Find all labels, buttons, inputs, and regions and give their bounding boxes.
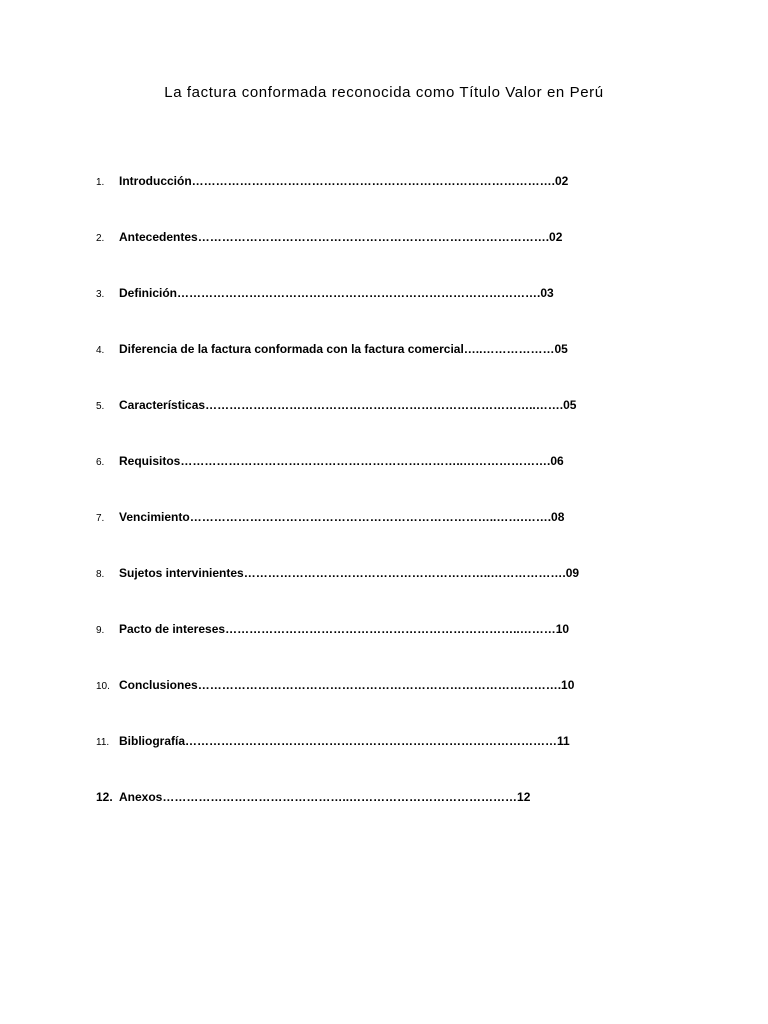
toc-item-dots: …………………………………………………………………..…….…… [189, 510, 548, 524]
toc-item-dots: ………………………………………………………………………………… [185, 734, 558, 748]
toc-item-pacto [96, 620, 569, 638]
toc-item-label: Diferencia de la factura conformada con la factura comercial [119, 342, 464, 356]
toc-item-vencimiento [96, 508, 564, 526]
toc-item-antecedentes [96, 228, 562, 246]
toc-item-number: 3. [96, 289, 105, 300]
toc-item-dots: ……………………………………………………..………………. [243, 566, 566, 580]
toc-item-number: 9. [96, 625, 105, 636]
toc-item-label: Sujetos intervinientes [119, 566, 244, 580]
toc-item-number: 5. [96, 401, 105, 412]
toc-item-page: .05 [559, 398, 577, 412]
toc-item-page: 09 [565, 566, 580, 580]
toc-item-dots: ………………………………………………………………………..…… [205, 398, 560, 412]
toc-item-label: Anexos [119, 790, 163, 804]
toc-item-dots: ………………………………………………………………..……… [225, 622, 556, 636]
toc-item-dots: ………………………………………………………………………………. [197, 678, 562, 692]
toc-item-label: Definición [119, 286, 178, 300]
toc-item-label: Pacto de intereses [119, 622, 226, 636]
toc-item-label: Características [119, 398, 206, 412]
toc-item-label: Bibliografía [119, 734, 186, 748]
toc-item-number: 12. [96, 790, 113, 804]
toc-item-number: 7. [96, 513, 105, 524]
toc-item-dots: …..……………… [463, 342, 555, 356]
toc-item-page: .06 [547, 454, 564, 468]
toc-item-dots: ……………………………………………………………………………… [191, 174, 552, 188]
document-title: La factura conformada reconocida como Título Valor en Perú [164, 84, 604, 101]
toc-item-number: 11. [96, 737, 110, 748]
toc-item-page: .02 [551, 174, 569, 188]
toc-item-page: 12 [517, 790, 531, 804]
toc-item-conclusiones [96, 676, 574, 694]
toc-item-anexos [96, 788, 530, 806]
toc-item-page: 10 [555, 622, 570, 636]
toc-item-sujetos [96, 564, 579, 582]
toc-item-page: 10 [561, 678, 575, 692]
toc-item-label: Antecedentes [119, 230, 198, 244]
toc-item-number: 6. [96, 457, 105, 468]
toc-item-definicion [96, 284, 554, 302]
toc-item-number: 1. [96, 177, 105, 188]
toc-item-requisitos [96, 452, 564, 470]
toc-item-number: 10. [96, 681, 110, 692]
toc-item-dots: …………………………………………………………………………… [197, 230, 546, 244]
toc-item-page: .08 [547, 510, 565, 524]
toc-item-label: Introducción [119, 174, 192, 188]
toc-item-label: Requisitos [119, 454, 181, 468]
toc-item-page: 05 [554, 342, 568, 356]
toc-item-introduccion [96, 172, 568, 190]
toc-item-dots: ………………………………………………………………………………. [177, 286, 541, 300]
toc-item-caracteristicas [96, 396, 576, 414]
toc-item-number: 4. [96, 345, 105, 356]
toc-item-label: Vencimiento [119, 510, 190, 524]
toc-item-dots: ……………………………………………………………..………………… [180, 454, 548, 468]
toc-item-bibliografia [96, 732, 570, 750]
toc-item-number: 8. [96, 569, 105, 580]
toc-item-label: Conclusiones [119, 678, 198, 692]
toc-item-page: .02 [545, 230, 563, 244]
toc-item-page: 03 [540, 286, 554, 300]
toc-item-number: 2. [96, 233, 105, 244]
toc-item-diferencia [96, 340, 568, 358]
toc-item-dots: ………………………………………..…………………………………… [162, 790, 518, 804]
toc-item-page: 11 [557, 734, 570, 748]
